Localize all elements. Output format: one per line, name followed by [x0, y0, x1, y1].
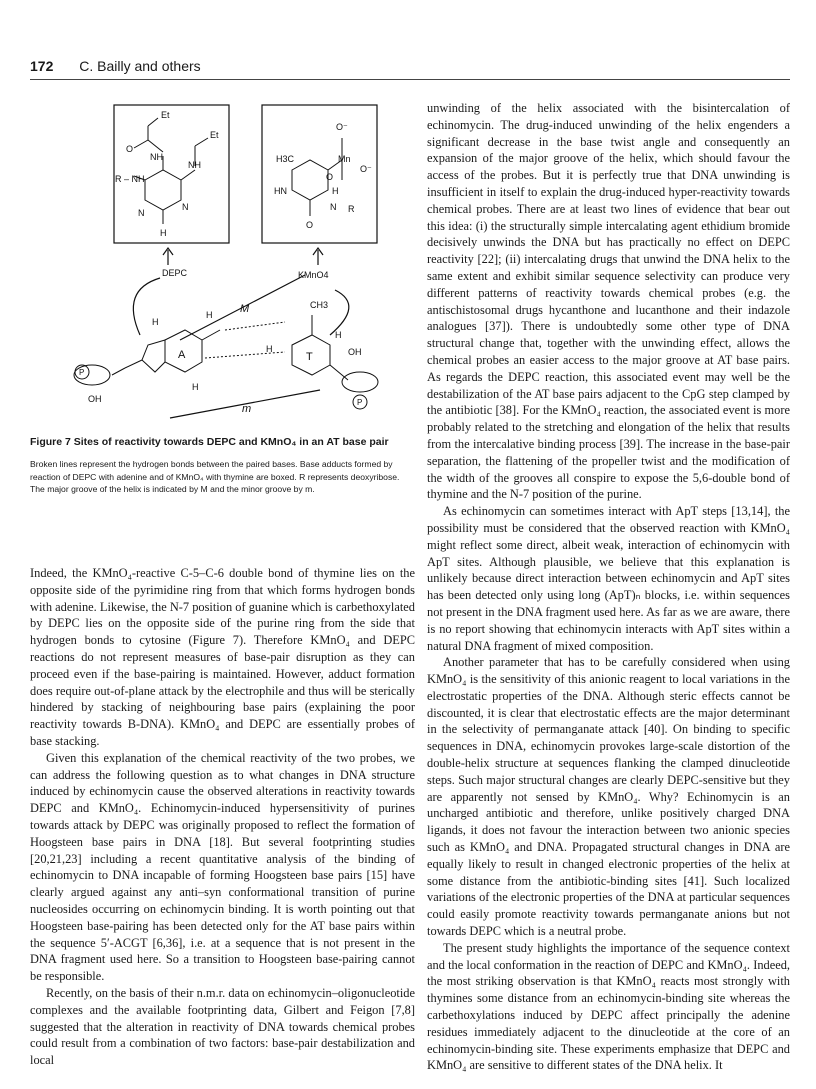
- paragraph: Given this explanation of the chemical reactivity of the two probes, we can address the following question as to what changes in DNA structure induced by echinomycin cause the observed alterations in reactivity towards DEPC and KMnO₄. Echinomycin-induced hypersensitivity of purines towards attack by DEPC was originally proposed to reflect the formation of Hoogsteen base pairs in DNA [18]. But several footprinting studies [20,21,23] including a recent quantitative analysis of the binding of echinomycin to DNA incapable of forming Hoogsteen base pairs [15] have clearly argued against any anti–syn conformational transition of purine nucleosides occurring on echinomycin binding. It is worth pointing out that Hoogsteen base-pairing has been detected only for the AT base pairs within the sequence 5′-ACGT [6,36], i.e. at a sequence that is not present in the DNA fragment used here. So a transition to Hoogsteen base-pairing cannot be responsible.: [30, 750, 415, 984]
- fig-label-minor-groove: m: [242, 403, 252, 415]
- fig-label-oh-ring: O: [326, 172, 334, 182]
- fig-label-n-b: N: [182, 202, 189, 212]
- sugar-right: [342, 372, 378, 392]
- paragraph: As echinomycin can sometimes interact with ApT steps [13,14], the possibility must be considered that the observed reaction with KMnO₄ might reflect some direct, albeit weak, interaction of echinomycin with ApT sites. Although plausible, we believe that this explanation is unlikely because direct interaction between echinomycin and ApT sites has been detected only using long (ApT)ₙ blocks, i.e. within sequences not present in the DNA fragment used here. As far as we are aware, there is no report showing that echinomycin interacts with ApT sites within a natural DNA fragment of mixed composition.: [427, 504, 790, 653]
- fig-label-et1: Et: [161, 110, 170, 120]
- fig-label-nh-left: NH: [150, 152, 163, 162]
- arrow-kmno4-attack: [330, 290, 349, 335]
- fig-label-r-nh: R – NH: [115, 174, 145, 184]
- arrow-up-depc: [163, 248, 173, 265]
- fig-label-major-groove: M: [240, 303, 250, 315]
- fig-label-kmno4: KMnO4: [298, 270, 329, 280]
- fig-label-hn: HN: [274, 186, 287, 196]
- fig-label-t: T: [306, 351, 313, 363]
- fig-label-r-sub: R: [348, 204, 355, 214]
- fig-label-oh-right: OH: [348, 347, 362, 357]
- arrow-up-kmno4: [313, 248, 323, 265]
- fig-label-mn: Mn: [338, 154, 351, 164]
- fig-label-a: A: [178, 349, 186, 361]
- adduct-thymine-ring: [292, 160, 328, 200]
- fig-label-ch3: CH3: [310, 300, 329, 310]
- kmno4-adduct-box: [262, 105, 377, 243]
- fig-label-h2: H: [206, 310, 213, 320]
- paragraph: Recently, on the basis of their n.m.r. data on echinomycin–oligonucleotide complexes and the available footprinting data, Gilbert and Feigon [7,8] suggested that the alteration in reactivity of DNA towards chemical probes could result from a combination of two factors: base-pair destabilization and local: [30, 985, 415, 1068]
- fig-label-p-right: P: [357, 398, 363, 407]
- figure-caption-body: Broken lines represent the hydrogen bonds between the paired bases. Base adducts formed by reaction of DEPC with adenine and of KMnO₄ with thymine are boxed. R represents deoxyribose. The major groove of the helix is indicated by M and the minor groove by m.: [30, 459, 400, 494]
- fig-label-h-bottom: H: [160, 228, 167, 238]
- fig-label-p-left: P: [79, 368, 85, 377]
- fig-label-h4: H: [266, 344, 273, 354]
- fig-label-depc: DEPC: [162, 268, 188, 278]
- paragraph: Another parameter that has to be carefully considered when using KMnO₄ is the sensitivity of this anionic reagent to local variations in the electrostatic properties of the DNA. Although steric effects cannot be discounted, it is clear that electrostatic effects are the major determinant in the selectivity of permanganate attack [40]. On binding to specific sequences in DNA, echinomycin provokes large-scale distortion of the double-helix structure at sequences flanking the clamped dinucleotide steps. Such major structural changes are clearly DEPC-sensitive but they are apparently not sensed by KMnO₄. Why? Echinomycin is an uncharged antibiotic and therefore, unlike positively charged DNA ligands, it does not favour the interaction between two anionic species such as KMnO₄ and DNA. Propagated structural changes in DNA are equally likely to result in changed electronic properties of the helix at some distance from the antibiotic-binding sites [41]. Such localized variations of the electronic properties of the DNA at particular sequences could easily promote reactivity towards permanganate anions but not towards DEPC which is a neutral probe.: [427, 655, 790, 939]
- fig-label-o-minus-right: O⁻: [360, 164, 372, 174]
- paragraph: Indeed, the KMnO₄-reactive C-5–C-6 double bond of thymine lies on the opposite side of the pyrimidine ring from that which forms hydrogen bonds with adenine. Likewise, the N-7 position of guanine which is carbethoxylated by DEPC lies on the opposite side of the purine ring from the side that hydrogen bonds to cytosine (Figure 7). Therefore KMnO₄ and DEPC reactions do not represent measures of base-pair disruption as they can proceed even if the base-pairing is maintained. However, adduct formation does require out-of-plane attack by the electrophile and thus will be sterically hindered by stacking of neighbouring base pairs (explaining the poor reactivity towards B-DNA). KMnO₄ and DEPC are essentially probes of base stacking.: [30, 566, 415, 748]
- header-rule: [30, 79, 790, 80]
- h-bond-2: [205, 352, 285, 358]
- fig-label-h1: H: [152, 317, 159, 327]
- fig-label-oh-left: OH: [88, 394, 102, 404]
- right-column: [427, 100, 790, 1074]
- fig-label-h-ring: H: [332, 186, 339, 196]
- page-number: 172: [30, 58, 54, 74]
- fig-label-h5: H: [335, 330, 342, 340]
- running-title: C. Bailly and others: [79, 58, 201, 74]
- paragraph: The present study highlights the importance of the sequence context and the local conformation in the reaction of DEPC and KMnO₄. Indeed, the most striking observation is that KMnO₄ reacts most strongly with thymines some distance from an echinomycin-binding site whereas the carbethoxylations induced by DEPC affect principally the adenine residues immediately adjacent to the dinucleotide at the core of an echinomycin-binding site. These experiments emphasize that DEPC and KMnO₄ are sensitive to different states of the DNA helix. It: [427, 940, 790, 1073]
- at-base-pair-diagram: [30, 90, 415, 432]
- fig-label-o-minus-top: O⁻: [336, 122, 348, 132]
- fig-label-n-a: N: [138, 208, 145, 218]
- fig-label-o1: O: [126, 144, 134, 154]
- paragraph: unwinding of the helix associated with the bisintercalation of echinomycin. The drug-induced unwinding of the helix engenders a significant decrease in the base twist angle and consequently an expansion of the major groove of the helix, which should favour the access of the probes. But it is perfectly true that DNA unwinding is insufficient in itself to explain the drug-induced hyper-reactivity towards chemical probes. There are at least two lines of evidence that bear out this idea: (i) the structurally simple intercalating agent ethidium bromide decisively unwinds the DNA but has practically no effect on DEPC reactivity [22]; (ii) intercalating drugs that unwind the DNA helix to the same extent and exhibit similar sequence selectivity can produce very different patterns of reactivity towards chemical probes (e.g. the antischistosomal drugs hycanthone and lucanthone and their indazole analogues [37]). There is undoubtedly some other type of DNA structural change that, together with the unwinding effect, allows the chemical probes an easier access to the major groove at AT base pairs. As regards the DEPC reaction, this associated event may well be the destabilization of the AT base pairs adjacent to the CpG step clamped by the antibiotic [38]. For the KMnO₄ reaction, the associated event is more probably related to the stretching and elongation of the helix that results from the intercalative binding process [39]. The increase in the base-pair separation, the flattening of the propeller twist and the modification of the width of the grooves all conspire to expose the 5,6-double bond of thymine and the N-7 position of the purine.: [427, 101, 790, 502]
- fig-label-nh-right: NH: [188, 160, 201, 170]
- running-header: [30, 58, 201, 74]
- h-bond-1: [225, 322, 285, 330]
- fig-label-o-bottom: O: [306, 220, 314, 230]
- left-column: [30, 565, 415, 1069]
- fig-label-h3c: H3C: [276, 154, 295, 164]
- adenine-imidazole-ring: [142, 340, 165, 372]
- figure-7: [30, 90, 415, 432]
- adduct-pyrimidine-ring: [145, 170, 181, 210]
- fig-label-h3: H: [192, 382, 199, 392]
- fig-label-n-r: N: [330, 202, 337, 212]
- fig-label-et2: Et: [210, 130, 219, 140]
- figure-caption-title: Figure 7 Sites of reactivity towards DEPC and KMnO₄ in an AT base pair: [30, 436, 389, 448]
